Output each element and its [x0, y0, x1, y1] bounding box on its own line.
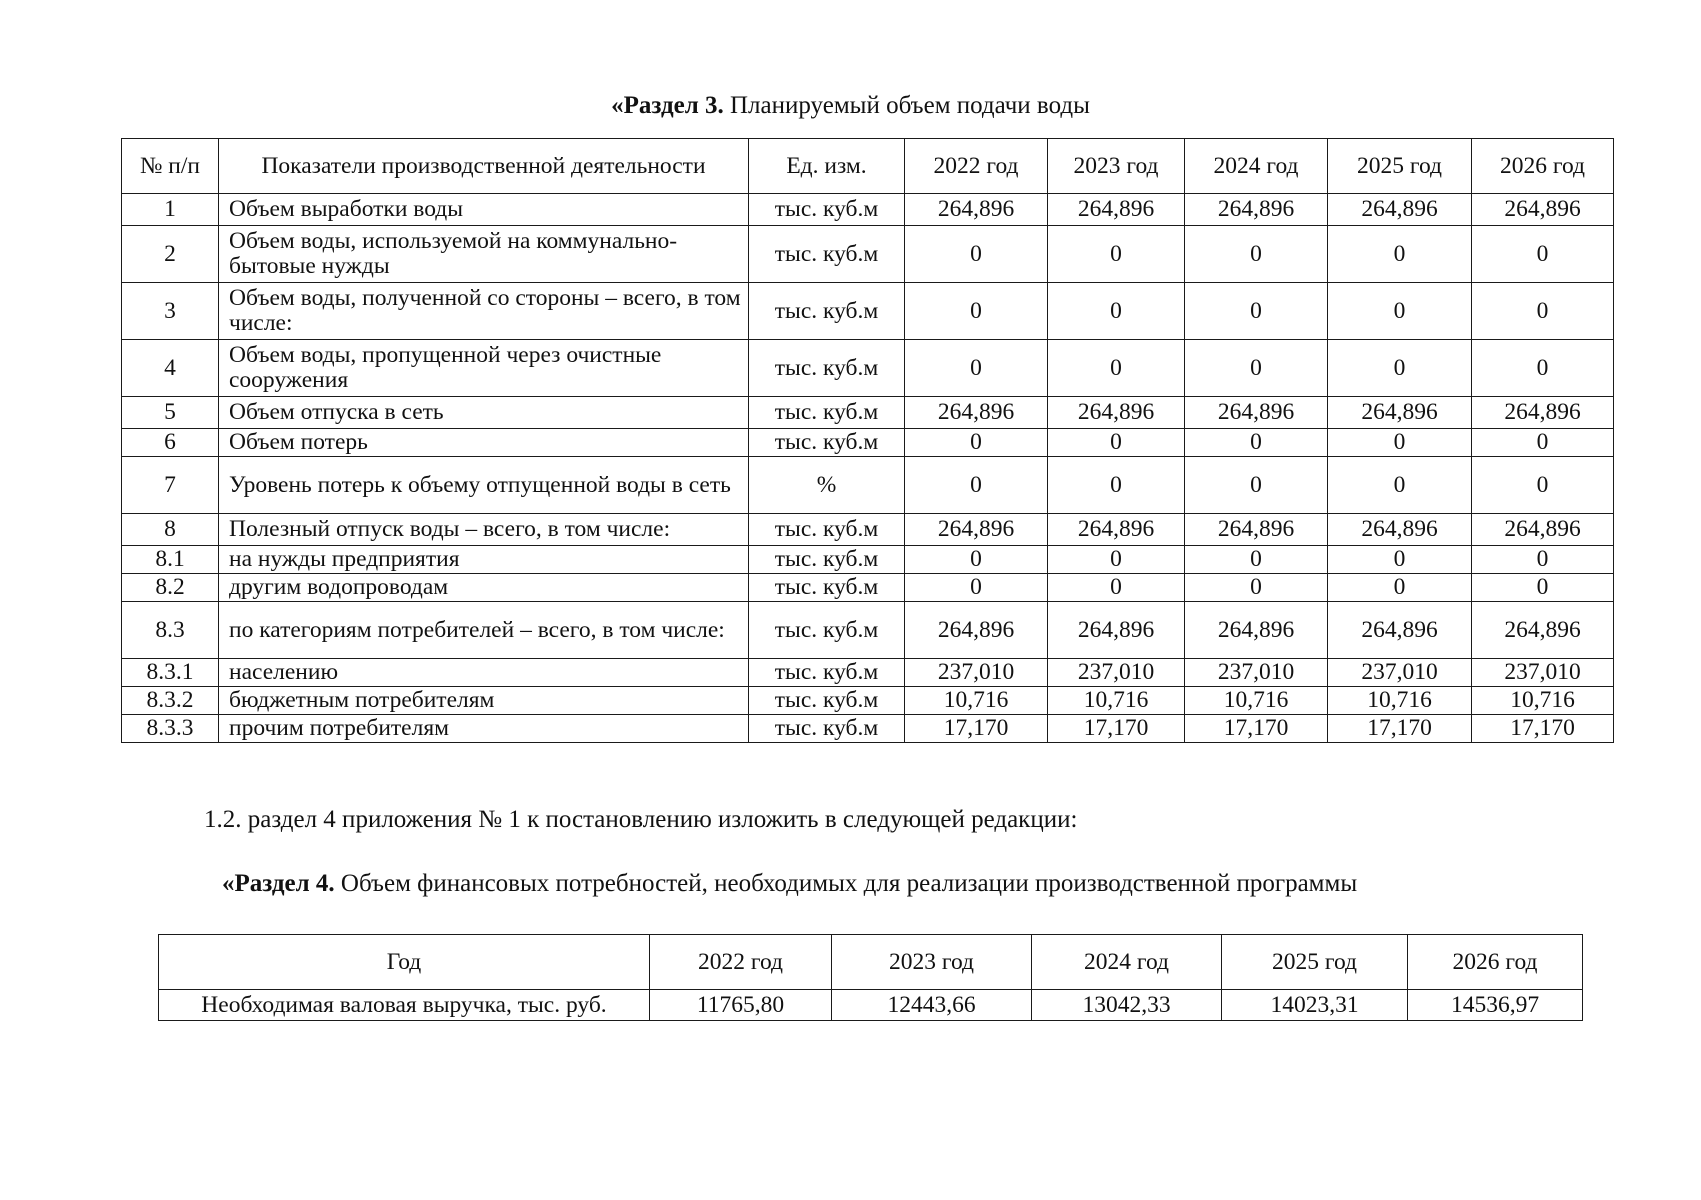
row-value-2022: 0 — [905, 429, 1048, 457]
financial-header-2026: 2026 год — [1408, 935, 1583, 990]
row-value-2023: 264,896 — [1048, 602, 1185, 659]
row-value-2023: 264,896 — [1048, 397, 1185, 429]
section3-title-text: Планируемый объем подачи воды — [723, 92, 1090, 119]
row-value-2024: 237,010 — [1185, 659, 1328, 687]
header-num: № п/п — [122, 139, 219, 194]
row-value-2025: 0 — [1328, 226, 1472, 283]
row-value-2023: 0 — [1048, 429, 1185, 457]
financial-header-2024: 2024 год — [1032, 935, 1222, 990]
row-value-2026: 0 — [1472, 283, 1614, 340]
row-value-2025: 0 — [1328, 546, 1472, 574]
header-year-2022: 2022 год — [905, 139, 1048, 194]
row-value-2024: 0 — [1185, 457, 1328, 514]
row-value-2024: 264,896 — [1185, 514, 1328, 546]
row-value-2025: 10,716 — [1328, 687, 1472, 715]
row-value-2022: 17,170 — [905, 715, 1048, 743]
row-value-2022: 0 — [905, 457, 1048, 514]
amendment-paragraph: 1.2. раздел 4 приложения № 1 к постановлению изложить в следующей редакции: — [204, 806, 1078, 833]
row-value-2026: 0 — [1472, 429, 1614, 457]
row-value-2023: 0 — [1048, 546, 1185, 574]
row-value-2026: 0 — [1472, 457, 1614, 514]
row-value-2022: 264,896 — [905, 602, 1048, 659]
row-value-2026: 10,716 — [1472, 687, 1614, 715]
row-number: 8 — [122, 514, 219, 546]
row-indicator: Объем воды, используемой на коммунально-бытовые нужды — [219, 226, 749, 283]
row-value-2023: 0 — [1048, 226, 1185, 283]
table-row — [122, 457, 1614, 514]
row-value-2024: 10,716 — [1185, 687, 1328, 715]
row-unit: тыс. куб.м — [749, 429, 905, 457]
row-value-2022: 0 — [905, 226, 1048, 283]
financial-header-2022: 2022 год — [650, 935, 832, 990]
financial-header-year: Год — [159, 935, 650, 990]
table-header-row — [122, 139, 1614, 194]
row-value-2024: 0 — [1185, 429, 1328, 457]
row-number: 8.3.2 — [122, 687, 219, 715]
financial-header-row — [159, 935, 1583, 990]
row-indicator: бюджетным потребителям — [219, 687, 749, 715]
table-row — [122, 429, 1614, 457]
header-year-2026: 2026 год — [1472, 139, 1614, 194]
row-value-2025: 0 — [1328, 457, 1472, 514]
row-value-2023: 0 — [1048, 283, 1185, 340]
row-value-2023: 264,896 — [1048, 194, 1185, 226]
table-row — [122, 226, 1614, 283]
financial-value-2026: 14536,97 — [1408, 990, 1583, 1021]
row-indicator: Объем отпуска в сеть — [219, 397, 749, 429]
row-unit: тыс. куб.м — [749, 514, 905, 546]
row-unit: тыс. куб.м — [749, 397, 905, 429]
row-number: 2 — [122, 226, 219, 283]
row-number: 8.3.3 — [122, 715, 219, 743]
row-value-2022: 0 — [905, 546, 1048, 574]
financial-row-label: Необходимая валовая выручка, тыс. руб. — [159, 990, 650, 1021]
row-value-2022: 0 — [905, 283, 1048, 340]
row-indicator: прочим потребителям — [219, 715, 749, 743]
row-number: 8.2 — [122, 574, 219, 602]
financial-value-2024: 13042,33 — [1032, 990, 1222, 1021]
row-value-2024: 17,170 — [1185, 715, 1328, 743]
row-value-2024: 264,896 — [1185, 194, 1328, 226]
header-year-2024: 2024 год — [1185, 139, 1328, 194]
row-value-2026: 237,010 — [1472, 659, 1614, 687]
row-unit: тыс. куб.м — [749, 546, 905, 574]
row-value-2026: 0 — [1472, 340, 1614, 397]
financial-value-2022: 11765,80 — [650, 990, 832, 1021]
financial-value-2023: 12443,66 — [832, 990, 1032, 1021]
table-row — [122, 194, 1614, 226]
row-value-2023: 0 — [1048, 574, 1185, 602]
row-value-2026: 264,896 — [1472, 397, 1614, 429]
row-unit: тыс. куб.м — [749, 283, 905, 340]
row-number: 1 — [122, 194, 219, 226]
table-row — [122, 283, 1614, 340]
row-value-2026: 264,896 — [1472, 194, 1614, 226]
row-unit: тыс. куб.м — [749, 194, 905, 226]
row-unit: тыс. куб.м — [749, 715, 905, 743]
row-value-2022: 264,896 — [905, 514, 1048, 546]
row-value-2025: 264,896 — [1328, 514, 1472, 546]
row-value-2025: 264,896 — [1328, 194, 1472, 226]
row-value-2026: 0 — [1472, 574, 1614, 602]
row-unit: тыс. куб.м — [749, 602, 905, 659]
row-indicator: другим водопроводам — [219, 574, 749, 602]
row-indicator: Уровень потерь к объему отпущенной воды в сеть — [219, 457, 749, 514]
row-value-2026: 17,170 — [1472, 715, 1614, 743]
row-unit: тыс. куб.м — [749, 226, 905, 283]
row-value-2024: 0 — [1185, 574, 1328, 602]
row-value-2024: 264,896 — [1185, 397, 1328, 429]
row-value-2026: 0 — [1472, 546, 1614, 574]
header-unit: Ед. изм. — [749, 139, 905, 194]
row-value-2022: 10,716 — [905, 687, 1048, 715]
row-indicator: Полезный отпуск воды – всего, в том числе: — [219, 514, 749, 546]
table-row — [122, 340, 1614, 397]
table-row — [122, 659, 1614, 687]
row-unit: тыс. куб.м — [749, 340, 905, 397]
row-value-2024: 0 — [1185, 340, 1328, 397]
row-value-2022: 264,896 — [905, 397, 1048, 429]
table-row — [122, 715, 1614, 743]
row-value-2025: 264,896 — [1328, 602, 1472, 659]
row-value-2024: 0 — [1185, 283, 1328, 340]
header-year-2025: 2025 год — [1328, 139, 1472, 194]
row-value-2024: 0 — [1185, 226, 1328, 283]
row-indicator: Объем потерь — [219, 429, 749, 457]
row-indicator: Объем воды, пропущенной через очистные сооружения — [219, 340, 749, 397]
section3-title — [0, 92, 1701, 120]
row-value-2026: 264,896 — [1472, 602, 1614, 659]
row-value-2025: 0 — [1328, 429, 1472, 457]
row-unit: тыс. куб.м — [749, 574, 905, 602]
financial-value-2025: 14023,31 — [1222, 990, 1408, 1021]
row-number: 7 — [122, 457, 219, 514]
row-value-2025: 264,896 — [1328, 397, 1472, 429]
row-value-2025: 237,010 — [1328, 659, 1472, 687]
row-number: 4 — [122, 340, 219, 397]
row-value-2023: 10,716 — [1048, 687, 1185, 715]
row-value-2022: 0 — [905, 340, 1048, 397]
financial-data-row — [159, 990, 1583, 1021]
row-value-2025: 0 — [1328, 283, 1472, 340]
row-value-2025: 0 — [1328, 574, 1472, 602]
table-row — [122, 397, 1614, 429]
row-value-2023: 17,170 — [1048, 715, 1185, 743]
row-value-2023: 264,896 — [1048, 514, 1185, 546]
row-number: 8.3 — [122, 602, 219, 659]
section4-title — [222, 870, 1357, 898]
row-value-2022: 264,896 — [905, 194, 1048, 226]
row-value-2023: 237,010 — [1048, 659, 1185, 687]
financial-header-2023: 2023 год — [832, 935, 1032, 990]
row-number: 8.1 — [122, 546, 219, 574]
row-value-2024: 264,896 — [1185, 602, 1328, 659]
table-row — [122, 574, 1614, 602]
row-value-2026: 264,896 — [1472, 514, 1614, 546]
row-unit: % — [749, 457, 905, 514]
table-row — [122, 546, 1614, 574]
row-value-2023: 0 — [1048, 340, 1185, 397]
financial-header-2025: 2025 год — [1222, 935, 1408, 990]
row-value-2025: 17,170 — [1328, 715, 1472, 743]
row-number: 5 — [122, 397, 219, 429]
table-row — [122, 602, 1614, 659]
row-value-2022: 0 — [905, 574, 1048, 602]
section3-title-bold: «Раздел 3. — [611, 92, 724, 119]
row-indicator: на нужды предприятия — [219, 546, 749, 574]
table-row — [122, 687, 1614, 715]
row-unit: тыс. куб.м — [749, 659, 905, 687]
row-number: 3 — [122, 283, 219, 340]
financial-needs-table — [158, 934, 1583, 1021]
header-indicator: Показатели производственной деятельности — [219, 139, 749, 194]
row-value-2026: 0 — [1472, 226, 1614, 283]
row-value-2023: 0 — [1048, 457, 1185, 514]
row-indicator: населению — [219, 659, 749, 687]
header-year-2023: 2023 год — [1048, 139, 1185, 194]
row-indicator: Объем воды, полученной со стороны – всего, в том числе: — [219, 283, 749, 340]
row-number: 8.3.1 — [122, 659, 219, 687]
water-supply-table-body — [122, 194, 1614, 743]
water-supply-table — [121, 138, 1614, 743]
row-number: 6 — [122, 429, 219, 457]
row-indicator: по категориям потребителей – всего, в том числе: — [219, 602, 749, 659]
row-indicator: Объем выработки воды — [219, 194, 749, 226]
table-row — [122, 514, 1614, 546]
section4-title-bold: «Раздел 4. — [222, 870, 335, 897]
row-value-2024: 0 — [1185, 546, 1328, 574]
section4-title-text: Объем финансовых потребностей, необходимых для реализации производственной программы — [334, 870, 1358, 897]
row-value-2025: 0 — [1328, 340, 1472, 397]
row-value-2022: 237,010 — [905, 659, 1048, 687]
row-unit: тыс. куб.м — [749, 687, 905, 715]
